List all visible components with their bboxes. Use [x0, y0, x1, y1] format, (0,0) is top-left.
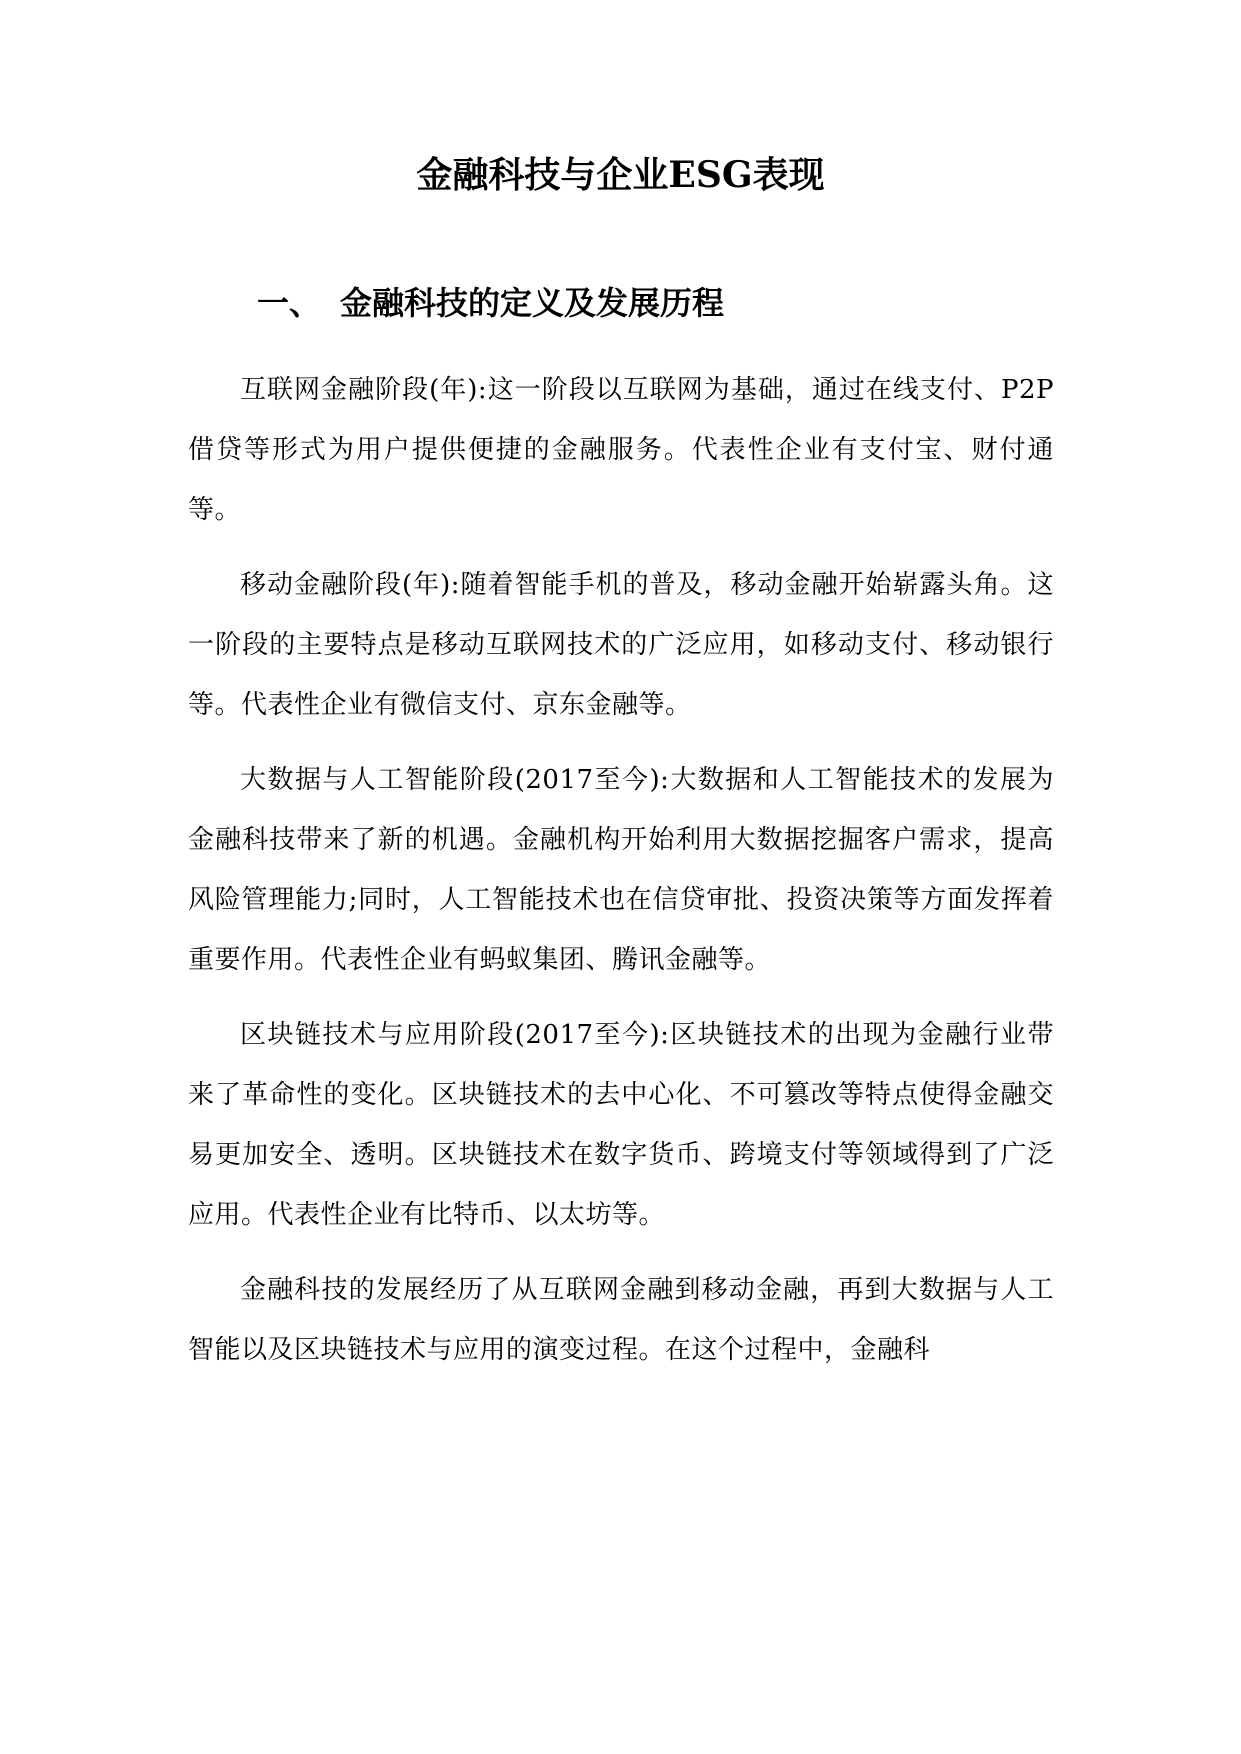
document-title: 金融科技与企业ESG表现: [416, 154, 825, 196]
body-text: [188, 360, 1054, 1395]
paragraph-big-data-ai: 大数据与人工智能阶段(2017至今):大数据和人工智能技术的发展为金融科技带来了新的机遇。金融机构开始利用大数据挖掘客户需求，提高风险管理能力;同时，人工智能技术也在信贷审批、投资决策等方面发挥着重要作用。代表性企业有蚂蚁集团、腾讯金融等。: [188, 765, 1054, 975]
paragraph-blockchain: 区块链技术与应用阶段(2017至今):区块链技术的出现为金融行业带来了革命性的变化。区块链技术的去中心化、不可篡改等特点使得金融交易更加安全、透明。区块链技术在数字货币、跨境支付等领域得到了广泛应用。代表性企业有比特币、以太坊等。: [188, 1020, 1054, 1230]
section-number: 一、: [257, 284, 322, 322]
section-heading: [257, 280, 724, 326]
paragraph-internet-finance: 互联网金融阶段(年):这一阶段以互联网为基础，通过在线支付、P2P借贷等形式为用户提供便捷的金融服务。代表性企业有支付宝、财付通等。: [188, 375, 1054, 525]
paragraph-mobile-finance: 移动金融阶段(年):随着智能手机的普及，移动金融开始崭露头角。这一阶段的主要特点是移动互联网技术的广泛应用，如移动支付、移动银行等。代表性企业有微信支付、京东金融等。: [188, 570, 1054, 720]
paragraph-summary: 金融科技的发展经历了从互联网金融到移动金融，再到大数据与人工智能以及区块链技术与应用的演变过程。在这个过程中，金融科: [188, 1275, 1054, 1365]
section-title: 金融科技的定义及发展历程: [340, 284, 725, 322]
